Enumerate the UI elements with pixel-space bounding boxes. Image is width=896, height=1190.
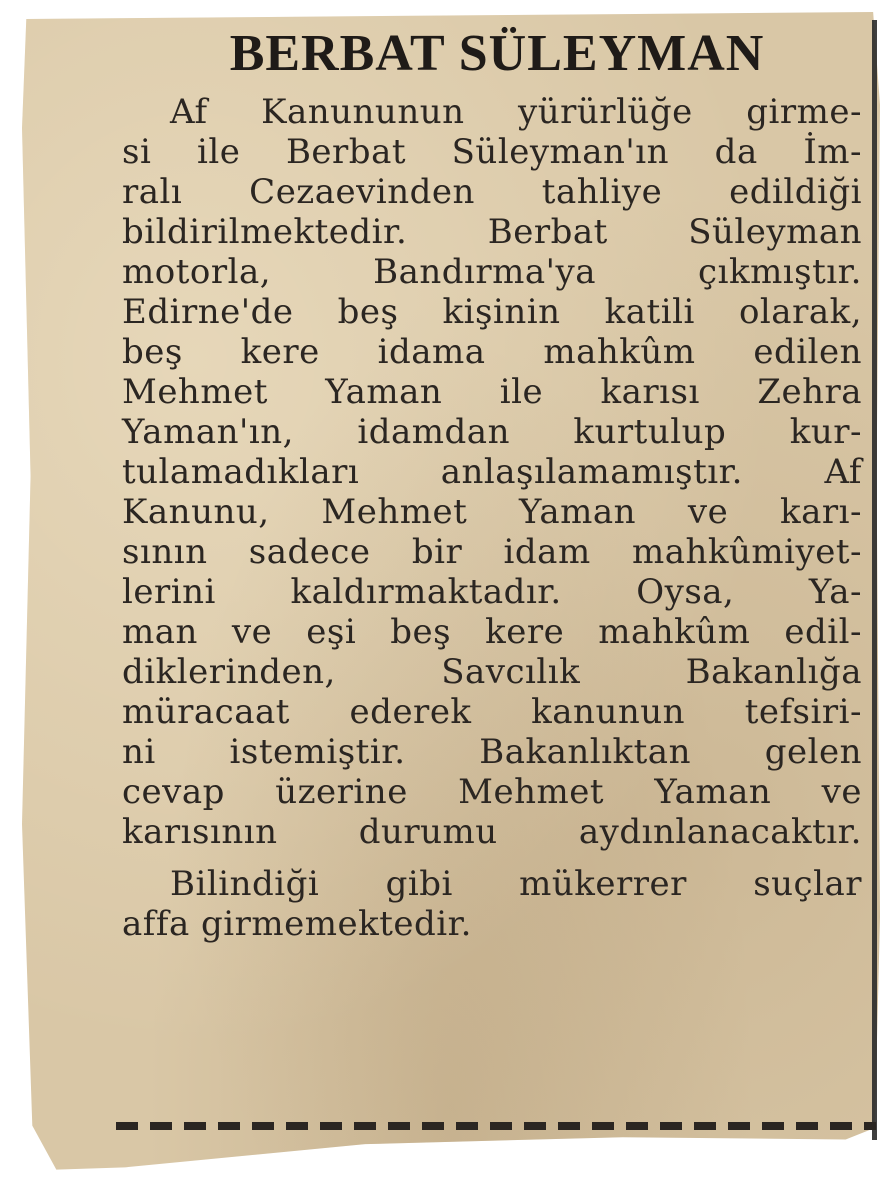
text-line: motorla, Bandırma'ya çıkmıştır. [122,252,862,292]
text-line: müracaat ederek kanunun tefsiri- [122,692,862,732]
column-rule [872,20,877,1140]
article-headline: BERBAT SÜLEYMAN [229,25,765,82]
text-line: man ve eşi beş kere mahkûm edil- [122,612,862,652]
paragraph-1 [122,92,862,852]
news-article [122,26,862,944]
text-line: bildirilmektedir. Berbat Süleyman [122,212,862,252]
text-line: si ile Berbat Süleyman'ın da İm- [122,132,862,172]
text-line: Kanunu, Mehmet Yaman ve karı- [122,492,862,532]
text-line: Bilindiği gibi mükerrer suçlar [170,864,862,904]
paragraph-2 [122,864,862,944]
text-line: beş kere idama mahkûm edilen [122,332,862,372]
text-line: ralı Cezaevinden tahliye edildiği [122,172,862,212]
text-line: affa girmemektedir. [122,904,472,944]
text-line: lerini kaldırmaktadır. Oysa, Ya- [122,572,862,612]
text-line: tulamadıkları anlaşılamamıştır. Af [122,452,862,492]
dashed-separator [116,1122,876,1130]
text-line: Af Kanununun yürürlüğe girme- [170,92,862,132]
text-line: Mehmet Yaman ile karısı Zehra [122,372,862,412]
text-line: sının sadece bir idam mahkûmiyet- [122,532,862,572]
text-line: cevap üzerine Mehmet Yaman ve [122,772,862,812]
text-line: Edirne'de beş kişinin katili olarak, [122,292,862,332]
text-line: Yaman'ın, idamdan kurtulup kur- [122,412,862,452]
text-line: ni istemiştir. Bakanlıktan gelen [122,732,862,772]
text-line: karısının durumu aydınlanacaktır. [122,812,862,852]
text-line: diklerinden, Savcılık Bakanlığa [122,652,862,692]
